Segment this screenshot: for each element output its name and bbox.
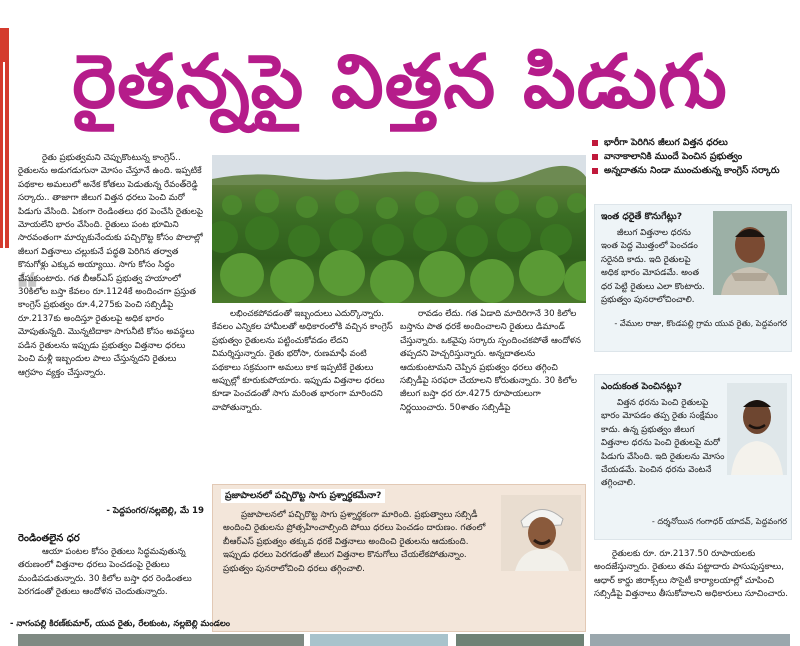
strip-photo [456, 634, 584, 646]
left-column-text: రైతు ప్రభుత్వమని చెప్పుకొంటున్న కాంగ్రెస్.. రైతులను అడుగడుగునా మోసం చేస్తూనే ఉంది. ఇప్పటికే పథకాల అమలులో అనేక కోతలు పెడుతున్న రేవంత్‌రెడ్డి సర్కారు.. తాజాగా జీలుగ విత్తన ధరలు పెంచి మరో పిడుగు వేసింది. ఏకంగా రెండింతలు ధర పెంచేసి రైతులపై మోయలేని భారం వేసింది. రైతులు పంట భూమిని సారవంతంగా మార్చుకునేందుకు పచ్చిరొట్ట కోసం పొలాల్లో జీలుగ విత్తనాలు చల్లుకునే పద్ధతి పెరిగిన తర్వాత కొనుగోళ్లు ఎక్కువ అయ్యాయి. సాగు కోసం సిద్ధం చేసుకుంటారు. గత బీఆర్ఎస్ ప్రభుత్వ హయాంలో 30కిలోల బస్తా కేవలం రూ.1124కే అందించగా ప్రస్తుత కాంగ్రెస్ ప్రభుత్వం రూ.4,275కు పెంచి సబ్సిడీపై రూ.2137కు అందిస్తూ రైతులపై అధిక భారం మోపుతున్నది. మొన్నటిదాకా సాగునీటి కోసం అవస్థలు పడిన రైతులను ఇప్పుడు ప్రభుత్వం విత్తనాల ధరలు పెంచి మళ్లీ ఇబ్బందుల పాలు చేస్తున్నదని రైతులు ఆగ్రహం వ్యక్తం చేస్తున్నారు. [18, 153, 203, 378]
side-quote-box-1 [594, 204, 792, 352]
bullet-square-icon [592, 154, 598, 160]
subheading: రెండింతలైన ధర [18, 533, 80, 544]
left-accent-bar-line [3, 62, 5, 268]
farmer-photo-1 [713, 211, 787, 295]
side-quote-text-1: జీలుగ విత్తనాల ధరను ఇంత పెద్ద మొత్తంలో పెంచడం సరైనది కాదు. ఇది రైతులపై అధిక భారం మోపడమే. అంత ధర పెట్టి రైతులు ఎలా కొంటారు. ప్రభుత్వం పునరాలోచించాలి. [601, 228, 705, 306]
middle-column-text-1: లభించకపోవడంతో ఇబ్బందులు ఎదుర్కొన్నారు. కేవలం ఎన్నికల హామీలతో అధికారంలోకి వచ్చిన కాంగ్రెస్ ప్రభుత్వం రైతులను పట్టించుకోవడం లేదని విమర్శిస్తున్నారు. రైతు భరోసా, రుణమాఫీ వంటి పథకాలు సక్రమంగా అమలు కాక ఇప్పటికే రైతులు అప్పుల్లో కూరుకుపోయారు. ఇప్పుడు విత్తనాల ధరలు కూడా పెంచడంతో సాగు మరింత భారంగా మారిందని వాపోతున్నారు. [212, 309, 393, 413]
bottom-photo-strip [0, 634, 800, 646]
left-column-text-2: ఆయా పంటల కోసం రైతులు సిద్ధమవుతున్న తరుణంలో విత్తనాల ధరలు పెంచడంపై రైతులు మండిపడుతున్నారు. 30 కిలోల బస్తా ధర రెండింతలు పెరగడంతో రైతులు ఆందోళన చెందుతున్నారు. [18, 547, 192, 598]
farmer-quote-box [212, 484, 586, 632]
farmer-photo-2 [727, 383, 787, 475]
byline: - పెద్దపంగర/నల్లబెల్లి, మే 19 [106, 506, 204, 516]
right-column-text: రైతులకు రూ. రూ.2137.50 రూపాయలకు అందజేస్తున్నారు. రైతులు తమ పట్టాదారు పాసుపుస్తకాలు, ఆధార్ కార్డు జిరాక్స్‌లు సొసైటీ కార్యాలయాల్లో చూపించి సబ్సిడీపై విత్తనాలు తీసుకోవాలని అధికారులు సూచించారు. [594, 549, 789, 600]
crop-field-illustration [212, 155, 586, 303]
side-quote-question-1: ఇంత ధరైతే కొనుగేట్లు? [601, 211, 683, 222]
highlights-list [592, 136, 792, 178]
strip-photo [18, 634, 304, 646]
bullet-square-icon [592, 168, 598, 174]
highlight-item: భారీగా పెరిగిన జీలుగ విత్తన ధరలు [592, 136, 792, 150]
strip-photo [590, 634, 790, 646]
strip-photo [310, 634, 448, 646]
farmer-quote-text: ప్రజాపాలనలో పచ్చిరొట్ట సాగు ప్రశ్నార్థకంగా మారింది. ప్రభుత్వాలు సబ్సిడీ అందించి రైతులను ప్రోత్సహించాల్సింది పోయి ధరలు పెంచడం దారుణం. గతంలో బీఆర్ఎస్ ప్రభుత్వం తక్కువ ధరకే విత్తనాలు అందించి రైతులను ఆదుకుంది. ఇప్పుడు ధరలు పెరగడంతో జీలుగ విత్తనాల కొనుగోలు చేయలేకపోతున్నాం. ప్రభుత్వం పునరాలోచించి ధరలు తగ్గించాలి. [223, 510, 486, 574]
bullet-square-icon [592, 140, 598, 146]
side-quote-author-1: - వేముల రాజు, కొండపల్లి గ్రామ యువ రైతు, పెద్దవంగర [614, 318, 787, 328]
side-quote-text-2: విత్తన ధరను పెంచి రైతులపై భారం మోపడం తప్ప రైతు సంక్షేమం కాదు. ఉన్న ప్రభుత్వం జీలుగ విత్తనాల ధరను పెంచి రైతులపై మరో పిడుగు వేసింది. ఇది రైతులను మోసం చేయడమే. పెంచిన ధరను వెంటనే తగ్గించాలి. [601, 398, 725, 489]
side-quote-author-2: - దర్శనోయిన గంగాధర్ యాదవ్, పెద్దవంగర [651, 516, 787, 526]
farmer-quote-title: ప్రజాపాలనలో పచ్చిరొట్ట సాగు ప్రశ్నార్థకమేనా? [221, 489, 385, 503]
highlight-item: అన్నదాతను నిండా ముంచుతున్న కాంగ్రెస్ సర్కారు [592, 164, 792, 178]
farmer-quote-author: - నాగంపల్లి కిరణ్‌కుమార్, యువ రైతు, రేలకుంట, నల్లబెల్లి మండలం [10, 618, 231, 628]
highlight-item: వానాకాలానికి ముందే పెంచిన ప్రభుత్వం [592, 150, 792, 164]
farmer-photo [501, 495, 581, 571]
middle-column-text-2: రావడం లేదు. గత ఏడాది మాదిరిగానే 30 కిలోల బస్తాను పాత ధరకే అందించాలని రైతులు డిమాండ్ చేస్తున్నారు. ఒకవైపు సర్కారు స్పందించకపోతే ఆందోళన తప్పదని హెచ్చరిస్తున్నారు. అన్నదాతలను ఆదుకుంటామని చెప్పిన ప్రభుత్వం ధరలు తగ్గించి సబ్సిడీపై సరఫరా చేయాలని కోరుతున్నారు. 30 కిలోల జీలుగ బస్తా ధర రూ.4275 రూపాయలుగా నిర్ణయించారు. 50శాతం సబ్సిడీపై [400, 309, 581, 413]
crop-field-photo [212, 155, 586, 303]
page-headline: రైతన్నపై విత్తన పిడుగు [72, 39, 728, 125]
quote-mark-icon: ❝ [15, 264, 39, 315]
side-quote-question-2: ఎందుకంత పెంచినట్లు? [601, 381, 682, 392]
side-quote-box-2 [594, 374, 792, 540]
